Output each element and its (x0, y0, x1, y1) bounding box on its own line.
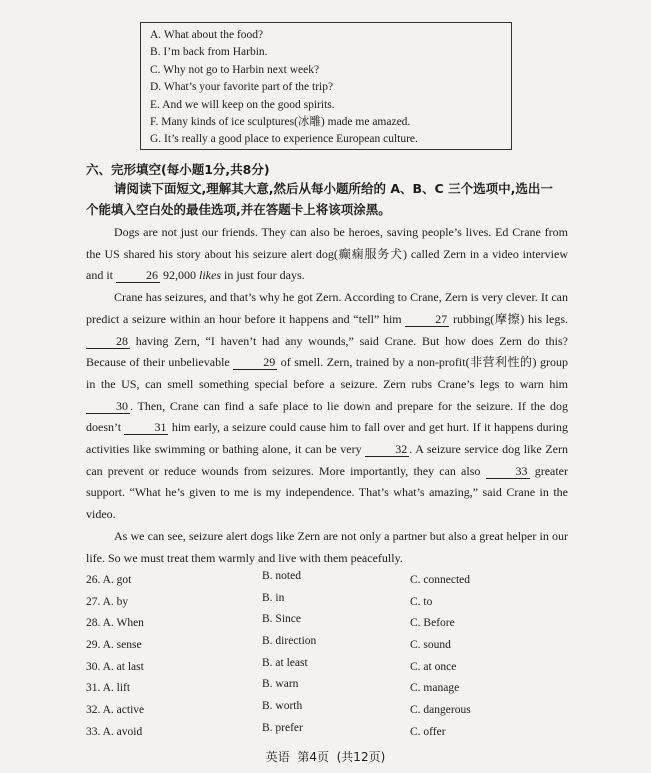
text: . Then, Crane can find a safe place to lie down and prepare for the seizure. If the dog doesn’t (86, 398, 568, 435)
choice-b: B. Since (262, 613, 301, 626)
option-c: C. Why not go to Harbin next week? (150, 63, 320, 76)
choice-b: B. direction (262, 635, 317, 648)
text: Crane has seizures, and that’s why he got Zern. According to Crane, Zern is very clever. It can predict a seizure within an hour before it happens and “tell” him (86, 290, 568, 326)
choice-a: 30. A. at last (86, 660, 144, 673)
option-b: B. I’m back from Harbin. (150, 46, 268, 59)
blank-32: 32 (365, 443, 409, 457)
choice-a: 28. A. When (86, 617, 144, 630)
text: 92,000 (160, 268, 199, 283)
choice-a: 31. A. lift (86, 682, 131, 695)
choice-c: C. manage (410, 682, 460, 695)
choice-b: B. prefer (262, 721, 303, 734)
question-29 (86, 636, 566, 658)
blank-26: 26 (116, 269, 160, 283)
question-31 (86, 679, 566, 701)
text: greater support. “What he’s given to me is my independence. That’s what’s amazing,” said Crane in the video. (86, 463, 568, 522)
instruction (86, 178, 574, 220)
option-e: E. And we will keep on the good spirits. (150, 98, 335, 111)
instruction-line-2: 个能填入空白处的最佳选项,并在答题卡上将该项涂黑。 (86, 202, 391, 217)
text: rubbing(摩擦) his legs. (449, 311, 568, 326)
text: in just four days. (221, 268, 305, 283)
choice-c: C. sound (410, 639, 451, 652)
question-28 (86, 614, 566, 636)
paragraph-1 (86, 222, 568, 287)
text: of smell. Zern, trained by a non-profit(非营利性的) group in the US, can smell something special before a seizure. Zern rubs Crane’s legs to warn him (86, 355, 568, 391)
choice-b: B. at least (262, 656, 308, 669)
question-26 (86, 571, 566, 593)
blank-27: 27 (405, 313, 449, 327)
text-italic: likes (199, 268, 221, 283)
paragraph-2 (86, 287, 568, 526)
choice-c: C. connected (410, 574, 471, 586)
option-g: G. It’s really a good place to experience European culture. (150, 133, 418, 146)
choice-b: B. noted (262, 570, 301, 582)
paragraph-3: As we can see, seizure alert dogs like Zern are not only a partner but also a great helper in our life. So we must treat them warmly and live with them peacefully. (86, 528, 568, 565)
choice-a: 32. A. active (86, 704, 145, 717)
text: having Zern, “I haven’t had any wounds,” said Crane. But how does Zern do this? Because of their unbelievable (86, 333, 568, 370)
blank-30: 30 (86, 400, 130, 414)
text: Dogs are not just our friends. They can also be heroes, saving people’s lives. Ed Crane from the US shared his story about his seizure alert dog(癫痫服务犬) called Zern in a video interview and it (86, 225, 568, 283)
choice-a: 27. A. by (86, 595, 129, 608)
choice-c: C. at once (410, 660, 457, 673)
question-33 (86, 723, 566, 745)
blank-33: 33 (486, 465, 530, 479)
blank-29: 29 (233, 356, 277, 370)
choice-b: B. worth (262, 700, 303, 713)
question-27 (86, 593, 566, 615)
option-f: F. Many kinds of ice sculptures(冰雕) made me amazed. (150, 116, 411, 129)
question-32 (86, 701, 566, 723)
choice-c: C. to (410, 595, 433, 608)
blank-31: 31 (124, 421, 168, 435)
choice-a: 29. A. sense (86, 639, 142, 652)
choice-c: C. offer (410, 725, 446, 738)
choice-a: 33. A. avoid (86, 725, 143, 738)
option-d: D. What’s your favorite part of the trip? (150, 81, 334, 94)
choice-b: B. in (262, 591, 285, 604)
cloze-passage (86, 222, 568, 569)
page-footer: 英语 第4页 (共12页) (265, 750, 386, 764)
text: . A seizure service dog like Zern can prevent or reduce wounds from seizures. More importantly, they can also (86, 442, 568, 478)
instruction-line-1: 请阅读下面短文,理解其大意,然后从每小题所给的 A、B、C 三个选项中,选出一 (114, 181, 553, 196)
section-heading: 六、完形填空(每小题1分,共8分) (86, 162, 270, 177)
choice-a: 26. A. got (86, 574, 132, 586)
answer-choices (86, 571, 566, 745)
options-box (140, 22, 512, 150)
text: him early, a seizure could cause him to fall over and get hurt. If it happens during activities like swimming or bathing alone, it can be very (86, 420, 568, 457)
choice-b: B. warn (262, 678, 299, 691)
blank-28: 28 (86, 335, 130, 349)
choice-c: C. Before (410, 617, 455, 630)
option-a: A. What about the food? (150, 29, 264, 41)
question-30 (86, 658, 566, 680)
choice-c: C. dangerous (410, 704, 471, 717)
